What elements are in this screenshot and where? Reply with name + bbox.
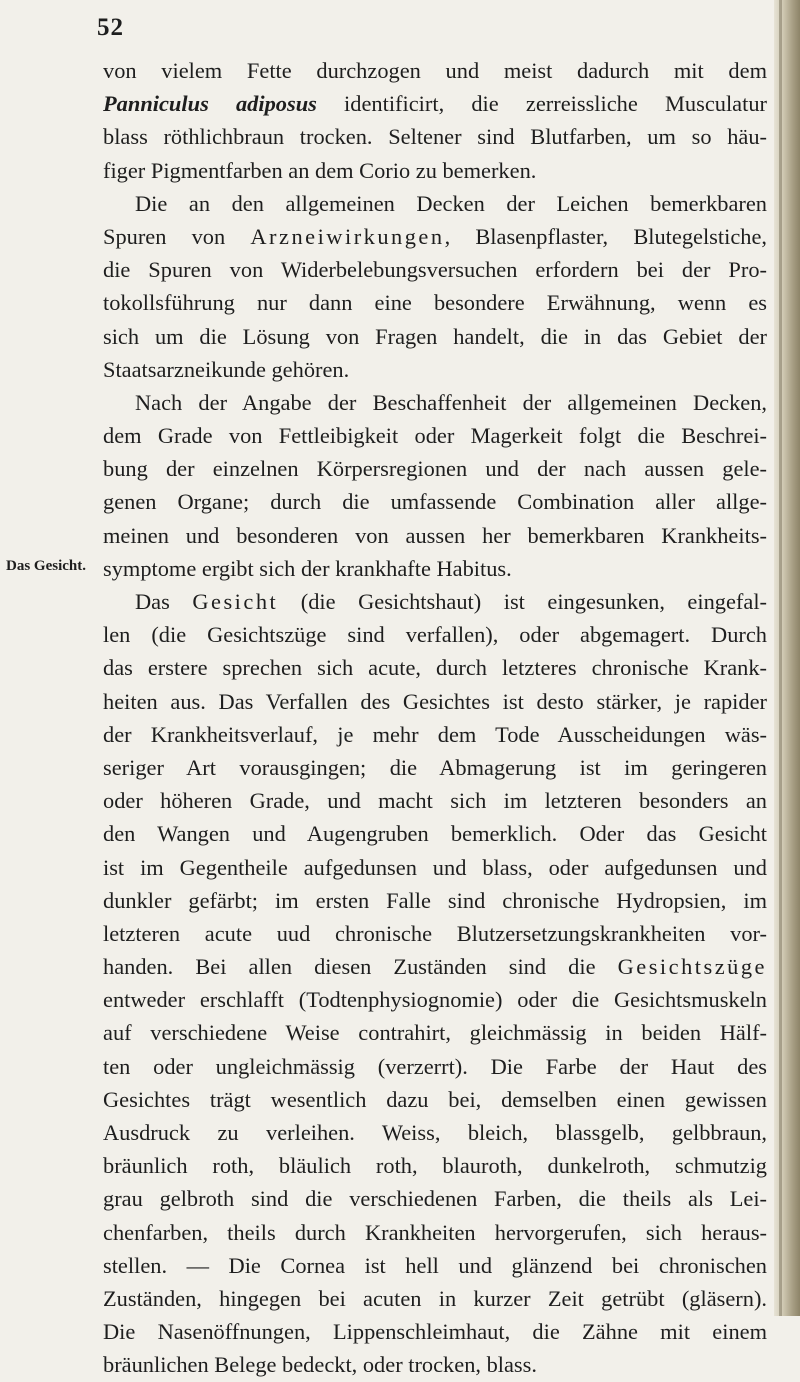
text-run: Spuren von xyxy=(103,223,251,249)
gutter-edge xyxy=(779,0,782,1316)
text-line: dunkler gefärbt; im ersten Falle sind chronische Hydropsien, im xyxy=(103,887,767,913)
text-line: den Wangen und Augengruben bemerklich. Oder das Gesicht xyxy=(103,821,767,847)
text-line: Die an den allgemeinen Decken der Leichen bemerkbaren xyxy=(135,190,767,216)
text-line: Zuständen, hingegen bei acuten in kurzer Zeit getrübt (gläsern). xyxy=(103,1285,767,1311)
text-line: von vielem Fette durchzogen und meist dadurch mit dem xyxy=(103,58,767,83)
text-line: oder höheren Grade, und macht sich im letzteren besonders an xyxy=(103,788,767,814)
page-number: 52 xyxy=(97,14,124,41)
text-line: seriger Art vorausgingen; die Abmagerung ist im geringeren xyxy=(103,754,767,780)
text-line xyxy=(103,87,767,120)
text-line: ten oder ungleichmässig (verzerrt). Die Farbe der Haut des xyxy=(103,1053,767,1079)
text-line: symptome ergibt sich der krankhafte Habitus. xyxy=(103,555,512,581)
text-line xyxy=(103,585,767,618)
text-line: dem Grade von Fettleibigkeit oder Magerkeit folgt die Beschrei- xyxy=(103,423,767,449)
text-line: chenfarben, theils durch Krankheiten hervorgerufen, sich heraus- xyxy=(103,1219,767,1245)
text-line: grau gelbroth sind die verschiedenen Farben, die theils als Lei- xyxy=(103,1186,767,1212)
text-line: bräunlich roth, bläulich roth, blauroth, dunkelroth, schmutzig xyxy=(103,1153,767,1179)
spaced-term: Gesichtszüge xyxy=(617,954,767,980)
text-run: (die Gesichtshaut) ist eingesunken, eingefal- xyxy=(278,589,767,614)
text-line: Nach der Angabe der Beschaffenheit der allgemeinen Decken, xyxy=(135,389,767,415)
text-line: letzteren acute uud chronische Blutzersetzungskrankheiten vor- xyxy=(103,920,767,946)
text-line: stellen. — Die Cornea ist hell und glänzend bei chronischen xyxy=(103,1252,767,1278)
text-line: blass röthlichbraun trocken. Seltener sind Blutfarben, um so häu- xyxy=(103,124,767,150)
text-line xyxy=(103,950,767,983)
text-run: handen. Bei allen diesen Zuständen sind die xyxy=(103,954,618,980)
spaced-term: Gesicht xyxy=(192,589,279,614)
text-line: auf verschiedene Weise contrahirt, gleichmässig in beiden Hälf- xyxy=(103,1020,767,1046)
text-line: der Krankheitsverlauf, je mehr dem Tode Ausscheidungen wäs- xyxy=(103,721,767,747)
text-line: die Spuren von Widerbelebungsversuchen erfordern bei der Pro- xyxy=(103,257,767,283)
italic-term: Panniculus adiposus xyxy=(103,91,317,117)
text-line: meinen und besonderen von aussen her bemerkbaren Krankheits- xyxy=(103,522,767,548)
text-line: Gesichtes trägt wesentlich dazu bei, demselben einen gewissen xyxy=(103,1086,767,1112)
text-line: das erstere sprechen sich acute, durch letzteres chronische Krank- xyxy=(103,655,767,681)
text-line xyxy=(103,220,767,253)
text-line: Ausdruck zu verleihen. Weiss, bleich, blassgelb, gelbbraun, xyxy=(103,1120,767,1145)
margin-note: Das Gesicht. xyxy=(6,558,86,574)
text-line: genen Organe; durch die umfassende Combination aller allge- xyxy=(103,489,767,515)
text-run: Das xyxy=(135,589,193,614)
text-line: heiten aus. Das Verfallen des Gesichtes ist desto stärker, je rapider xyxy=(103,688,767,714)
body-text xyxy=(103,54,767,1382)
text-line: len (die Gesichtszüge sind verfallen), oder abgemagert. Durch xyxy=(103,622,767,648)
text-line: figer Pigmentfarben an dem Corio zu bemerken. xyxy=(103,157,537,183)
text-line: Die Nasenöffnungen, Lippenschleimhaut, die Zähne mit einem xyxy=(103,1319,767,1345)
text-run: , Blasenpflaster, Blutegelstiche, xyxy=(444,223,768,249)
text-line: bung der einzelnen Körpersregionen und der nach aussen gele- xyxy=(103,456,767,482)
text-run: identificirt, die zerreissliche Musculatur xyxy=(316,91,767,117)
text-line: ist im Gegentheile aufgedunsen und blass, oder aufgedunsen und xyxy=(103,854,767,880)
text-line: bräunlichen Belege bedeckt, oder trocken, blass. xyxy=(103,1352,537,1378)
text-line: entweder erschlafft (Todtenphysiognomie) oder die Gesichtsmuskeln xyxy=(103,987,767,1013)
page-gutter xyxy=(774,0,800,1316)
text-line: Staatsarzneikunde gehören. xyxy=(103,356,350,382)
text-line: sich um die Lösung von Fragen handelt, die in das Gebiet der xyxy=(103,323,767,349)
text-line: tokollsführung nur dann eine besondere Erwähnung, wenn es xyxy=(103,290,767,316)
spaced-term: Arzneiwirkungen xyxy=(250,223,445,249)
